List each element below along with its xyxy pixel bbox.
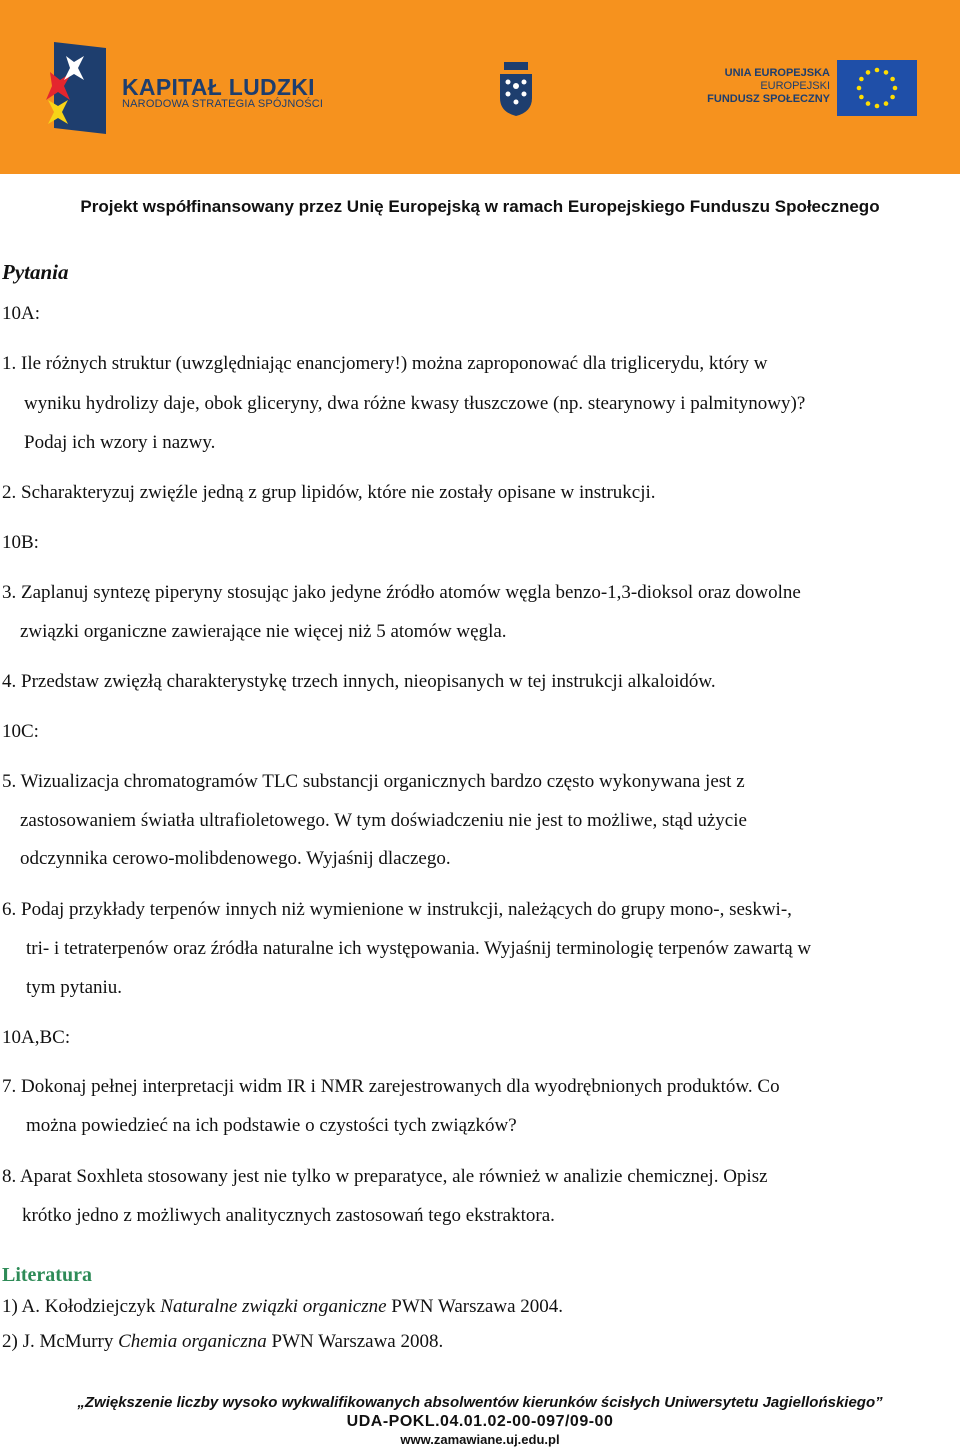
question-8-line-2: krótko jedno z możliwych analitycznych zastosowań tego ekstraktora.: [22, 1205, 555, 1226]
question-3-line-2: związki organiczne zawierające nie więcej niż 5 atomów węgla.: [20, 621, 507, 642]
footer-project-title: „Zwiększenie liczby wysoko wykwalifikowanych absolwentów kierunków ścisłych Uniwersytetu Jagiellońskiego”: [77, 1394, 883, 1411]
section-10c: 10C:: [2, 721, 39, 742]
question-7-line-1: 7. Dokonaj pełnej interpretacji widm IR i NMR zarejestrowanych dla wyodrębnionych produktów. Co: [2, 1076, 780, 1097]
question-8-line-1: 8. Aparat Soxhleta stosowany jest nie tylko w preparatyce, ale również w analizie chemicznej. Opisz: [2, 1166, 768, 1187]
eu-flag-icon: [837, 60, 917, 116]
reference-1-author: 1) A. Kołodziejczyk: [2, 1296, 161, 1317]
eu-line-2: EUROPEJSKI: [760, 80, 830, 92]
question-7-line-2: można powiedzieć na ich podstawie o czystości tych związków?: [26, 1115, 517, 1136]
reference-2-title: Chemia organiczna: [118, 1331, 267, 1352]
section-10b: 10B:: [2, 532, 39, 553]
reference-2: [2, 1330, 443, 1354]
question-6-line-1: 6. Podaj przykłady terpenów innych niż wymienione w instrukcji, należących do grupy mono-, seskwi-,: [2, 899, 792, 920]
question-6-line-3: tym pytaniu.: [26, 977, 123, 998]
eu-text-block: [660, 67, 830, 106]
project-cofinancing-line: Projekt współfinansowany przez Unię Europejską w ramach Europejskiego Funduszu Społecznego: [80, 197, 880, 216]
question-6-line-2: tri- i tetraterpenów oraz źródła naturalne ich występowania. Wyjaśnij terminologię terpenów zawartą w: [26, 938, 812, 959]
page-title: Pytania: [2, 260, 69, 284]
kapital-ludzki-subtitle: NARODOWA STRATEGIA SPÓJNOŚCI: [122, 98, 324, 110]
footer-website: www.zamawiane.uj.edu.pl: [400, 1432, 560, 1447]
question-5-line-3: odczynnika cerowo-molibdenowego. Wyjaśnij dlaczego.: [20, 848, 451, 869]
reference-1-publisher: PWN Warszawa 2004.: [386, 1296, 564, 1317]
question-1-line-2: wyniku hydrolizy daje, obok gliceryny, dwa różne kwasy tłuszczowe (np. stearynowy i palmitynowy)?: [24, 393, 806, 414]
footer-project-code: UDA-POKL.04.01.02-00-097/09-00: [346, 1413, 614, 1430]
kapital-ludzki-title: KAPITAŁ LUDZKI: [122, 74, 315, 100]
uj-crest-icon: [498, 60, 534, 118]
reference-2-publisher: PWN Warszawa 2008.: [266, 1331, 444, 1352]
question-3-line-1: 3. Zaplanuj syntezę piperyny stosując jako jedyne źródło atomów węgla benzo-1,3-dioksol oraz dowolne: [2, 582, 801, 603]
question-1-line-3: Podaj ich wzory i nazwy.: [24, 432, 216, 453]
reference-2-author: 2) J. McMurry: [2, 1331, 119, 1352]
question-4-line-1: 4. Przedstaw zwięzłą charakterystykę trzech innych, nieopisanych w tej instrukcji alkaloidów.: [2, 671, 716, 692]
question-1-line-1: 1. Ile różnych struktur (uwzględniając enancjomery!) można zaproponować dla triglicerydu, który w: [2, 353, 768, 374]
header-banner: [0, 0, 960, 174]
question-5-line-2: zastosowaniem światła ultrafioletowego. W tym doświadczeniu nie jest to możliwe, stąd użycie: [20, 810, 747, 831]
kapital-ludzki-logo-icon: [46, 42, 106, 134]
section-10a: 10A:: [2, 303, 40, 324]
question-2-line-1: 2. Scharakteryzuj zwięźle jedną z grup lipidów, które nie zostały opisane w instrukcji.: [2, 482, 656, 503]
eu-line-1: UNIA EUROPEJSKA: [724, 67, 830, 79]
reference-1: [2, 1295, 563, 1319]
eu-line-3: FUNDUSZ SPOŁECZNY: [707, 93, 830, 105]
question-5-line-1: 5. Wizualizacja chromatogramów TLC substancji organicznych bardzo często wykonywana jest z: [2, 771, 745, 792]
section-10abc: 10A,BC:: [2, 1027, 71, 1048]
literature-heading: Literatura: [2, 1264, 92, 1286]
reference-1-title: Naturalne związki organiczne: [160, 1296, 387, 1317]
